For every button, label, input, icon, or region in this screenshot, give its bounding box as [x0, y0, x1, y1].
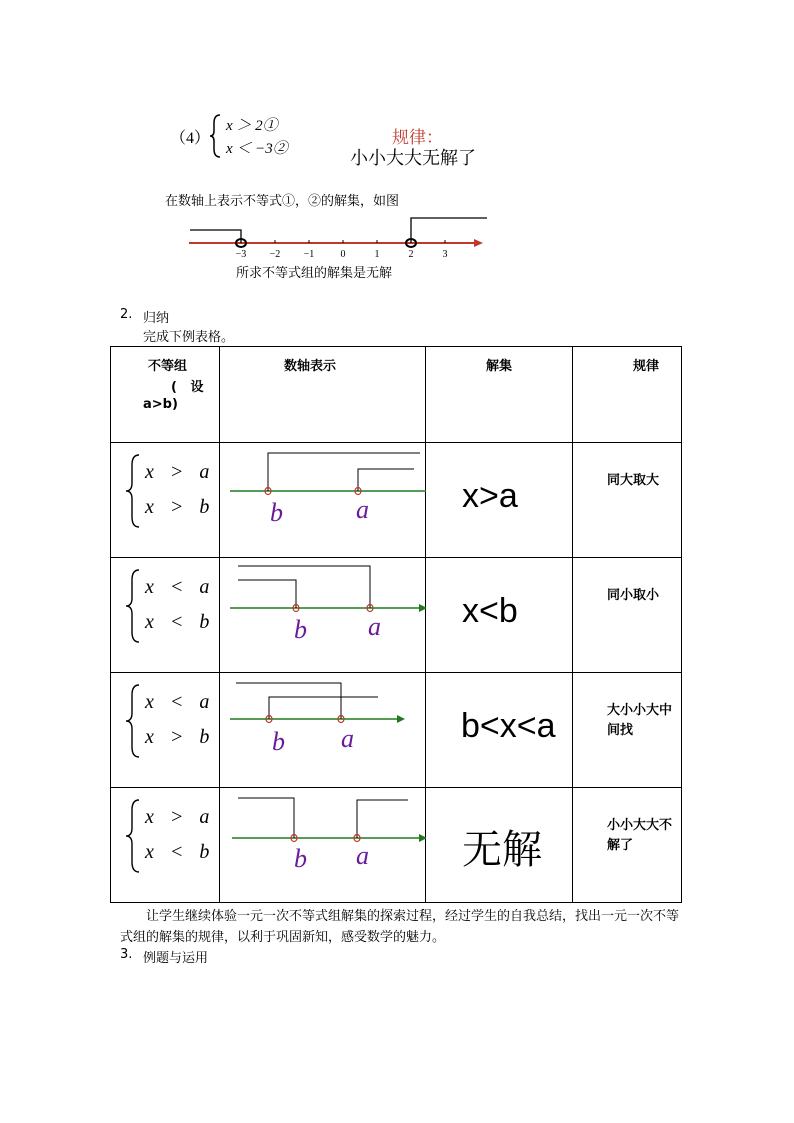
- rule-cell: [573, 673, 682, 788]
- number-line-cell: [220, 443, 426, 558]
- system-cell: [111, 558, 220, 673]
- system-cell: [111, 673, 220, 788]
- number-line-diagram: [220, 788, 426, 902]
- rule-label: 同大取大: [607, 473, 660, 488]
- header-number-line-label: 数轴表示: [284, 359, 337, 374]
- summary-paragraph: 让学生继续体验一元一次不等式组解集的探索过程，经过学生的自我总结，找出一元一次不等式组的解集的规律，以利于巩固新知，感受数学的魅力。: [120, 909, 680, 945]
- solution-cell: [426, 788, 573, 903]
- rule-label: 同小取小: [607, 588, 660, 603]
- section-subtitle: 完成下例表格。: [143, 330, 235, 345]
- brace-icon: [123, 566, 143, 646]
- header-system-line2: ( 设: [171, 380, 204, 395]
- table-row: [111, 558, 682, 673]
- number-line-diagram: [220, 558, 426, 672]
- tick-label: 1: [374, 249, 380, 260]
- inequality-2: x < b: [145, 841, 212, 863]
- rule-cell: [573, 788, 682, 903]
- number-line-cell: [220, 788, 426, 903]
- solution-set: x>a: [462, 477, 518, 515]
- solution-caption: 所求不等式组的解集是无解: [236, 265, 393, 280]
- number-line-diagram: [220, 673, 426, 787]
- solution-set: b<x<a: [461, 707, 556, 745]
- example-brace: [208, 113, 222, 159]
- section3-title: 例题与运用: [143, 951, 209, 966]
- section-title: 归纳: [143, 311, 170, 326]
- header-solution-label: 解集: [486, 359, 513, 374]
- tick-label: −2: [269, 249, 281, 260]
- inequality-1: x < a: [145, 691, 212, 713]
- brace-icon: [123, 681, 143, 761]
- solution-cell: [426, 673, 573, 788]
- rule-cell: [573, 443, 682, 558]
- rule-cell: [573, 558, 682, 673]
- table-row: [111, 788, 682, 903]
- section3-number: 3.: [120, 947, 133, 962]
- solution-cell: [426, 558, 573, 673]
- header-solution: [426, 347, 573, 443]
- inequality-2: x < b: [145, 611, 212, 633]
- header-row: [111, 347, 682, 443]
- rule-text: 小小大大无解了: [350, 148, 476, 168]
- tick-label: 3: [442, 249, 448, 260]
- point-label-a: a: [356, 841, 369, 870]
- point-label-a: a: [341, 724, 354, 753]
- inequality-1: x > a: [145, 806, 212, 828]
- tick-label: −3: [235, 249, 247, 260]
- tick-label: 0: [340, 249, 346, 260]
- section-number: 2.: [120, 307, 133, 322]
- rule-title: 规律：: [392, 128, 443, 147]
- inequality-1: x > a: [145, 461, 212, 483]
- brace-icon: [123, 796, 143, 876]
- system-cell: [111, 788, 220, 903]
- number-line-cell: [220, 558, 426, 673]
- point-label-a: a: [356, 495, 369, 524]
- brace-icon: [123, 451, 143, 531]
- number-line-diagram: [220, 443, 426, 557]
- example-number-line: [185, 212, 490, 262]
- header-system: [111, 347, 220, 443]
- point-label-a: a: [368, 612, 381, 641]
- tick-label: −1: [303, 249, 315, 260]
- example-label: （4）: [170, 130, 211, 147]
- table-row: [111, 673, 682, 788]
- rule-label: 小小大大不解了: [607, 818, 673, 853]
- point-label-b: b: [294, 844, 307, 873]
- table-row: [111, 443, 682, 558]
- header-number-line: [220, 347, 426, 443]
- number-line-cell: [220, 673, 426, 788]
- solution-cell: [426, 443, 573, 558]
- inequality-1: x < a: [145, 576, 212, 598]
- inequality-2: x > b: [145, 726, 212, 748]
- example-inequality-2: x ＜ −3②: [226, 141, 288, 157]
- rule-label: 大小小大中间找: [607, 703, 673, 738]
- point-label-b: b: [272, 727, 285, 756]
- example-inequality-1: x ＞ 2①: [226, 118, 278, 134]
- tick-label: 2: [408, 249, 414, 260]
- header-rule-label: 规律: [633, 359, 660, 374]
- header-system-line3: a>b): [143, 397, 178, 412]
- system-cell: [111, 443, 220, 558]
- inequality-2: x > b: [145, 496, 212, 518]
- point-label-b: b: [294, 615, 307, 644]
- number-line-caption: 在数轴上表示不等式①，②的解集，如图: [165, 193, 400, 208]
- header-system-line1: 不等组: [148, 359, 188, 374]
- solution-set: x<b: [462, 592, 518, 630]
- point-label-b: b: [270, 498, 283, 527]
- summary-table: [110, 346, 682, 903]
- solution-set: 无解: [462, 828, 542, 872]
- header-rule: [573, 347, 682, 443]
